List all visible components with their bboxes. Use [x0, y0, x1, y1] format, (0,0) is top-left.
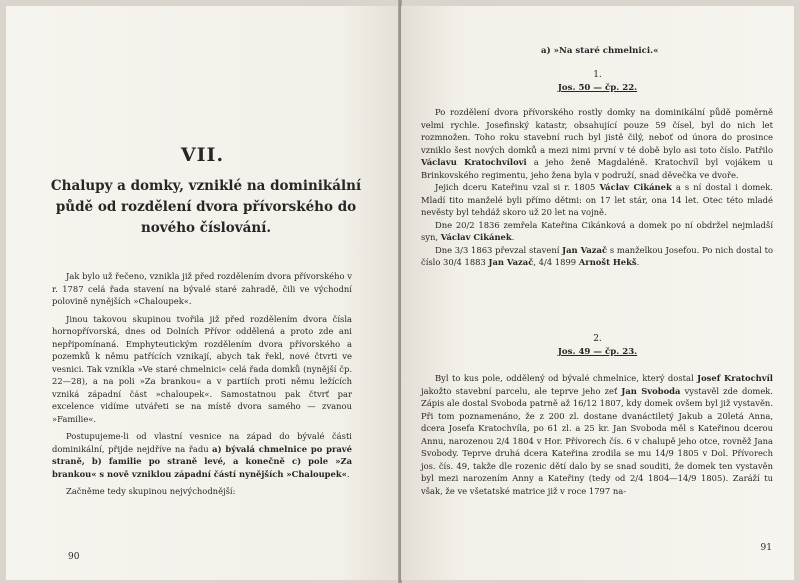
page-number: 90 — [68, 552, 80, 562]
paragraph: Jinou takovou skupinou tvořila již před rozdělením dvora čísla hornopřívorská, dnes od Dolních Přívor oddělená a proto zde ani nepřipomínaná. Emphyteutickým rozdělením dvora přívorského a pozemků k němu patřících vznikají, abych tak řekl, nové čtvrti ve vesnici. Tak vznikla »Ve staré chmelnici« celá řada domků (nynější čp. 22—28), a na poli »Za brankou« a v partiích proti němu ležících vzniká západní část »chaloupek«. Samostatnou pak čtvrť par excelence vidíme utvářeti se na místě dvora samého — zvanou »Familie«. — [52, 313, 352, 424]
text-run: . — [346, 468, 350, 479]
text-run: Dne 3/3 1863 převzal stavení — [435, 244, 563, 255]
text-run: Po rozdělení dvora přívorského rostly domky na dominikální půdě poměrně velmi rychle. Josefinský katastr, obsahující pouze 59 čísel, byl do nich let rozmnožen. Toho roku stavební ruch byl jistě čilý, neboť od února do prosince vzniklo šest nových domků a mezi nimi první v té době bylo asi toto číslo. Patřilo — [421, 107, 773, 155]
text-run: Byl to kus pole, oddělený od bývalé chmelnice, který dostal — [435, 373, 698, 383]
paragraph: Začněme tedy skupinou nejvýchodnější: — [66, 486, 236, 496]
paragraph — [421, 106, 773, 181]
page-number: 91 — [760, 543, 772, 553]
paragraph — [52, 430, 352, 480]
chapter-title — [46, 176, 366, 239]
entry-subheading-text: Jos. 49 — čp. 23. — [557, 347, 638, 357]
text-run: Postupujeme-li od vlastní vesnice na západ do bývalé části dominikální, přijde nejdříve na řadu — [52, 431, 352, 454]
paragraph — [421, 244, 773, 269]
entry-number: 2. — [593, 334, 602, 344]
section-heading: a) »Na staré chmelnici.« — [541, 46, 659, 56]
text-run: Dne 20/2 1836 zemřela Kateřina Cikánková a domek po ní obdržel nejmladší syn, — [421, 219, 773, 242]
bold-run: Václavu Kratochvílovi — [421, 157, 527, 167]
text-run: Jejich dceru Kateřinu vzal si r. 1805 — [435, 182, 600, 192]
entry-1-text — [421, 106, 773, 269]
entry-subheading — [401, 83, 794, 93]
entry-subheading-text: Jos. 50 — čp. 22. — [557, 83, 638, 93]
bold-run: Jan Vazač — [488, 257, 534, 267]
bold-run: Václav Cikánek — [440, 232, 512, 242]
text-run: a jeho ženě Magdaléně. Kratochvíl byl vojákem u Brinkovského regimentu, jeho žena byla v podruží, snad děvečka ve dvoře. — [421, 157, 773, 180]
bold-run: Arnošt Hekš — [578, 257, 637, 267]
paragraph — [421, 372, 773, 497]
entry-2-text — [421, 372, 773, 497]
paragraph — [421, 181, 773, 219]
text-run: a s ní dostal i domek. Mladí tito manželé byli přímo dětmi: on 17 let stár, ona 14 let. Otec této mladé nevěsty byl tehdáž skoro už 20 let na vojně. — [421, 182, 773, 217]
text-run: , 4/4 1899 — [533, 257, 579, 267]
chapter-title-line: půdě od rozdělení dvora přívorského do — [55, 199, 357, 215]
left-body-text — [52, 270, 352, 498]
bold-run: Václav Cikánek — [599, 182, 672, 192]
bold-run: Josef Kratochvíl — [697, 373, 773, 383]
text-run: . — [511, 232, 515, 242]
text-run: vystavěl zde domek. Zápis ale dostal Svoboda patrně až 16/12 1807, kdy domek ovšem byl již vystavěn. Při tom poznamenáno, že z 200 zl. dostane dvanáctiletý Jakub a 20letá Anna, dcera Josefa Kratochvíla, po 61 zl. a 25 kr. Jan Svoboda měl s Kateřinou dcerou Annu, narozenou 2/4 1804 v Hor. Přívorech čís. 6 v chalupě jeho otce, rovněž Jana Svobody. Teprve druhá dcera Kateřina zrodila se mu 14/9 1805 v Dol. Přívorech jos. čís. 49, takže dle rozenic dětí dalo by se snad souditi, že domek ten vystavěn byl mezi narozením Anny a Kateřiny (tedy od 2/4 1804—14/9 1805). Zaráží tu však, že ve všetatské matrice již v roce 1797 na- — [421, 385, 774, 496]
bold-run: a) bývalá chmelnice po pravé straně, b) familie po straně levé, a konečně c) pole »Za brankou« s nově vzniklou západní částí nynějších »Chaloupek« — [52, 443, 352, 479]
text-run: jakožto stavební parcelu, ale teprve jeho zeť — [421, 385, 622, 396]
chapter-number: VII. — [180, 144, 225, 166]
text-run: s manželkou Josefou. Po nich dostal to číslo 30/4 1883 — [421, 244, 773, 267]
chapter-title-line: Chalupy a domky, vzniklé na dominikální — [50, 178, 362, 194]
paragraph — [421, 219, 773, 244]
chapter-title-line: nového číslování. — [140, 220, 272, 236]
right-page — [401, 6, 794, 580]
left-page — [6, 6, 399, 580]
bold-run: Jan Svoboda — [621, 385, 681, 396]
entry-number: 1. — [593, 70, 602, 80]
entry-subheading — [401, 347, 794, 357]
paragraph: Jak bylo už řečeno, vznikla již před rozdělením dvora přívorského v r. 1787 celá řada stavení na bývalé staré zahradě, čili ve východní polovině nynějších »Chaloupek«. — [52, 271, 352, 306]
bold-run: Jan Vazač — [562, 244, 608, 255]
text-run: . — [636, 257, 640, 267]
